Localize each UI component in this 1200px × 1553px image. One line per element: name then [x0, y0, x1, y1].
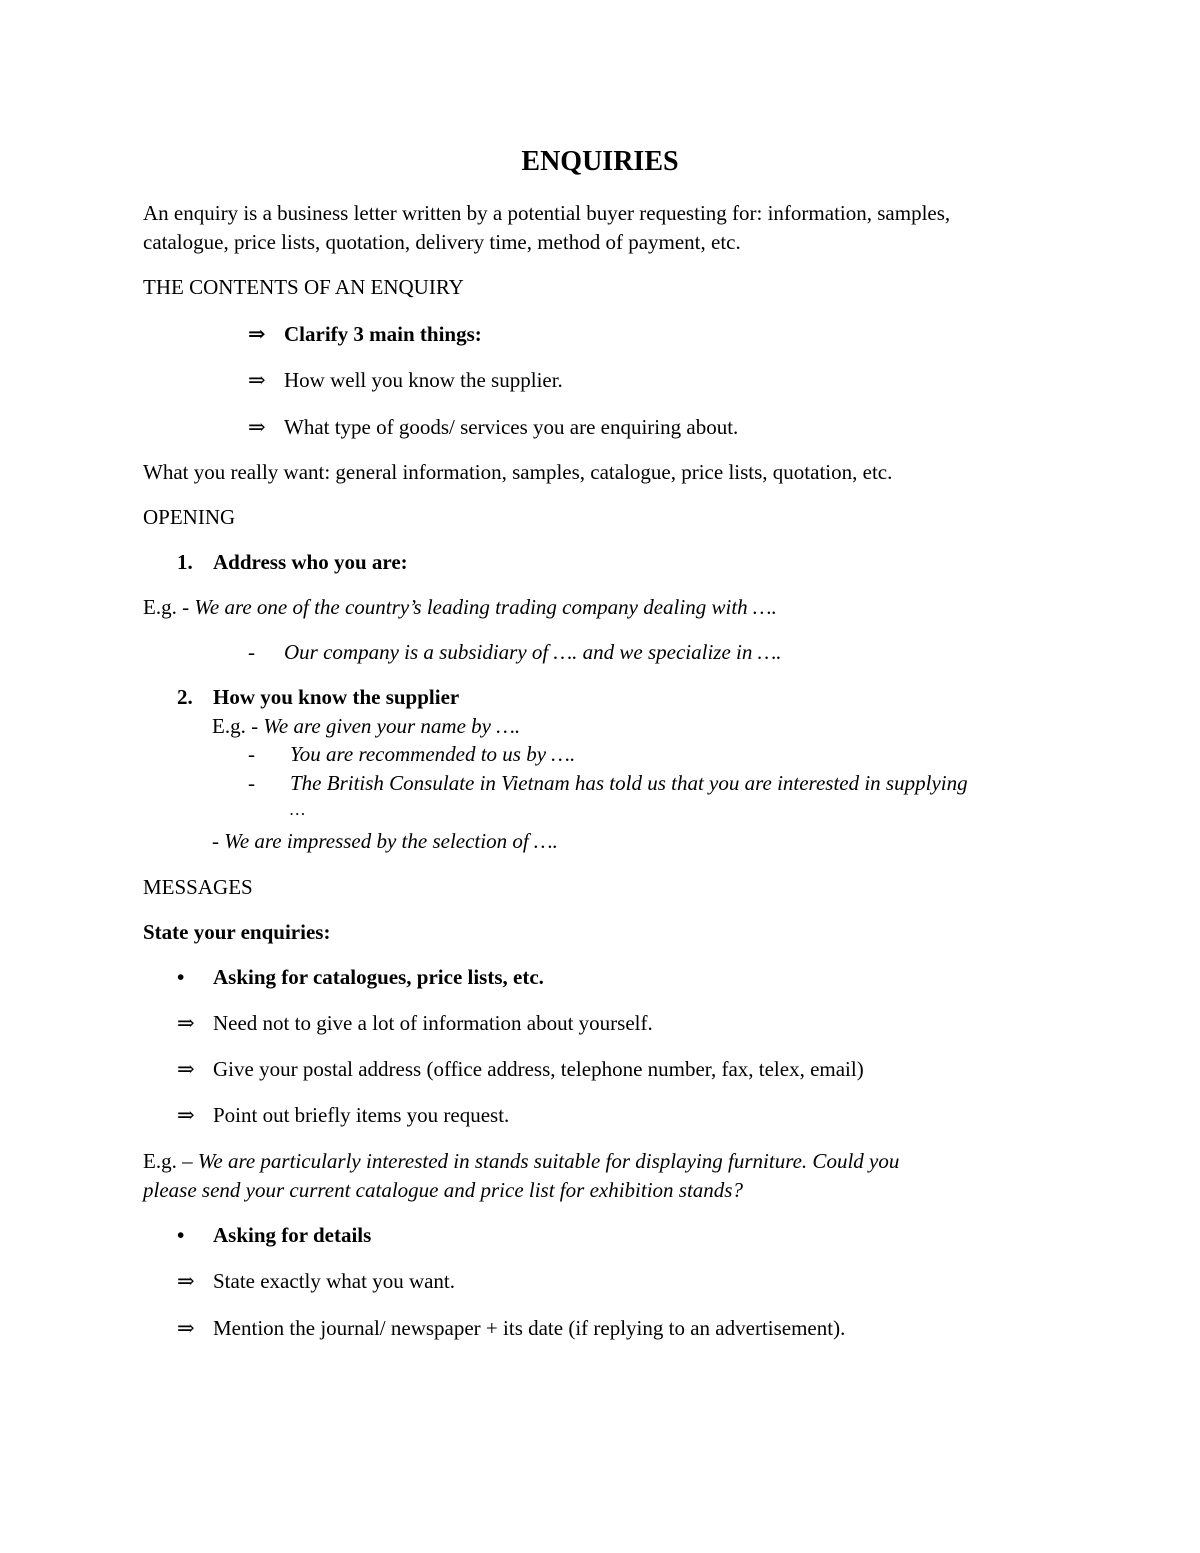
arrow-icon: ⇒	[248, 415, 266, 439]
messages-item-text: State exactly what you want.	[213, 1269, 456, 1293]
opening-example-5	[248, 773, 968, 794]
example-text: We are one of the country’s leading trading company dealing with ….	[194, 595, 777, 619]
messages-item-text: Need not to give a lot of information about yourself.	[213, 1011, 653, 1035]
opening-heading: OPENING	[143, 505, 236, 529]
contents-item-text: Clarify 3 main things:	[284, 322, 482, 346]
contents-heading: THE CONTENTS OF AN ENQUIRY	[143, 275, 464, 299]
messages-item-2	[177, 1059, 864, 1080]
step-label: Address who you are:	[213, 550, 408, 574]
bullet-icon: •	[177, 965, 185, 989]
example-prefix: E.g. -	[212, 714, 259, 738]
messages-detail-item-2	[177, 1318, 845, 1339]
step-number: 1.	[177, 550, 193, 574]
opening-step-1	[177, 552, 408, 573]
arrow-icon: ⇒	[177, 1011, 195, 1035]
example-prefix: E.g. –	[143, 1149, 193, 1173]
dash-marker: -	[248, 640, 255, 664]
example-text: We are given your name by ….	[263, 714, 521, 738]
messages-bullet-2	[177, 1225, 371, 1246]
intro-line-1: An enquiry is a business letter written by a potential buyer requesting for: information, samples,	[143, 201, 951, 225]
messages-example-line-1	[143, 1151, 899, 1172]
arrow-icon: ⇒	[248, 368, 266, 392]
bullet-label: Asking for details	[213, 1223, 372, 1247]
step-number: 2.	[177, 685, 193, 709]
arrow-icon: ⇒	[248, 322, 266, 346]
example-prefix: E.g. -	[143, 595, 190, 619]
messages-item-text: Point out briefly items you request.	[213, 1103, 510, 1127]
arrow-icon: ⇒	[177, 1316, 195, 1340]
contents-item-3	[248, 417, 738, 438]
opening-example-5-continued: …	[290, 800, 306, 819]
messages-item-3	[177, 1105, 509, 1126]
example-text: Our company is a subsidiary of …. and we specialize in ….	[284, 640, 782, 664]
arrow-icon: ⇒	[177, 1269, 195, 1293]
opening-example-3	[212, 716, 520, 737]
contents-item-text: What type of goods/ services you are enquiring about.	[284, 415, 739, 439]
dash-marker: -	[248, 771, 255, 795]
arrow-icon: ⇒	[177, 1103, 195, 1127]
messages-item-text: Mention the journal/ newspaper + its date (if replying to an advertisement).	[213, 1316, 846, 1340]
messages-example-line-2: please send your current catalogue and price list for exhibition stands?	[143, 1178, 743, 1202]
dash-marker: -	[248, 742, 255, 766]
messages-heading: MESSAGES	[143, 875, 253, 899]
messages-item-1	[177, 1013, 653, 1034]
contents-item-1	[248, 324, 482, 345]
intro-line-2: catalogue, price lists, quotation, delivery time, method of payment, etc.	[143, 230, 741, 254]
messages-item-text: Give your postal address (office address, telephone number, fax, telex, email)	[213, 1057, 864, 1081]
example-text: We are impressed by the selection of ….	[224, 829, 558, 853]
example-text: We are particularly interested in stands suitable for displaying furniture. Could you	[197, 1149, 900, 1173]
opening-example-1	[143, 597, 777, 618]
contents-item-text: How well you know the supplier.	[284, 368, 563, 392]
contents-item-2	[248, 370, 563, 391]
example-text: You are recommended to us by ….	[290, 742, 576, 766]
messages-subheading: State your enquiries:	[143, 920, 331, 944]
arrow-icon: ⇒	[177, 1057, 195, 1081]
opening-example-4	[248, 744, 575, 765]
example-text: The British Consulate in Vietnam has told us that you are interested in supplying	[290, 771, 968, 795]
example-prefix: -	[212, 829, 219, 853]
step-label: How you know the supplier	[213, 685, 460, 709]
messages-detail-item-1	[177, 1271, 455, 1292]
page-title: ENQUIRIES	[521, 146, 679, 177]
bullet-icon: •	[177, 1223, 185, 1247]
bullet-label: Asking for catalogues, price lists, etc.	[213, 965, 544, 989]
opening-example-2	[248, 642, 782, 663]
opening-step-2	[177, 687, 459, 708]
messages-bullet-1	[177, 967, 544, 988]
opening-example-6	[212, 831, 558, 852]
contents-summary: What you really want: general information, samples, catalogue, price lists, quotation, etc.	[143, 460, 893, 484]
